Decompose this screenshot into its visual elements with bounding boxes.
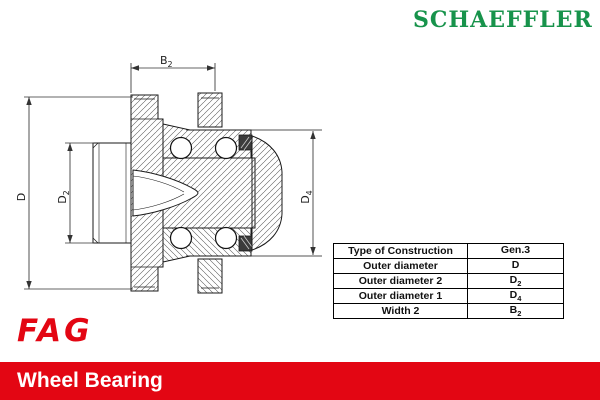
spec-value: D — [468, 259, 564, 274]
spec-label: Outer diameter 1 — [334, 289, 468, 304]
label-outer-diameter-1: $D_4$ — [299, 190, 314, 204]
table-row — [334, 259, 564, 274]
technical-drawing — [0, 45, 340, 315]
schaeffler-logo: SCHAEFFLER — [413, 7, 593, 33]
table-row — [334, 274, 564, 289]
label-width-2: $B_2$ — [160, 54, 173, 69]
specification-table — [333, 243, 564, 319]
spec-value: $B_2$ — [468, 304, 564, 319]
label-outer-diameter-2: $D_2$ — [56, 190, 71, 204]
spec-value: $D_2$ — [468, 274, 564, 289]
spec-label: Outer diameter 2 — [334, 274, 468, 289]
pilot-cylinder-shape — [93, 143, 131, 243]
spec-value: Gen.3 — [468, 244, 564, 259]
page-title: Wheel Bearing — [17, 369, 163, 392]
spec-label: Outer diameter — [334, 259, 468, 274]
footer-bar — [0, 362, 600, 400]
label-outer-diameter: D — [15, 192, 28, 202]
table-row — [334, 304, 564, 319]
spec-value: $D_4$ — [468, 289, 564, 304]
fag-logo: FAG — [17, 313, 93, 349]
table-row — [334, 289, 564, 304]
spec-label: Width 2 — [334, 304, 468, 319]
spec-label: Type of Construction — [334, 244, 468, 259]
table-row — [334, 244, 564, 259]
dimension-width-2 — [131, 63, 215, 93]
outer-ring-flange-shape — [252, 136, 282, 250]
